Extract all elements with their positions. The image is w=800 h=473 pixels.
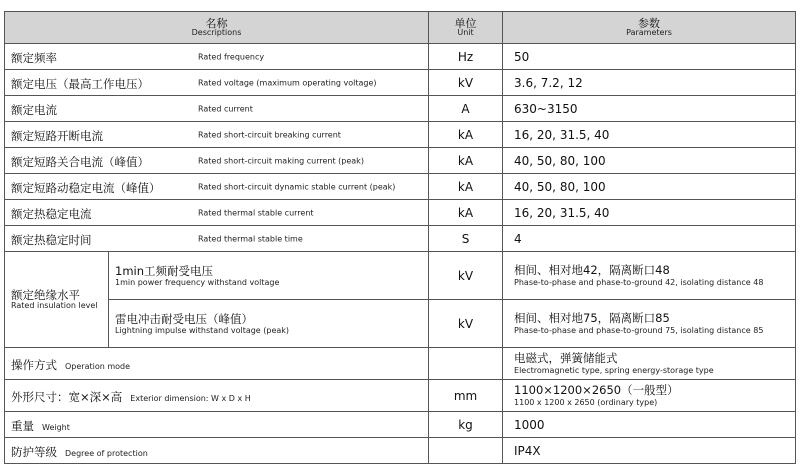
dimension-param-zh: 1100×1200×2650（一般型） xyxy=(514,383,679,397)
table-row xyxy=(5,174,796,200)
power-frequency-parameter xyxy=(503,252,796,300)
table-row xyxy=(5,226,796,252)
table-row-weight xyxy=(5,412,796,438)
row-parameter: 630~3150 xyxy=(503,96,796,122)
row-parameter: 40, 50, 80, 100 xyxy=(503,148,796,174)
row-unit: A xyxy=(429,96,503,122)
header-parameters-zh: 参数 xyxy=(638,16,661,30)
weight-unit: kg xyxy=(429,412,503,438)
table-row xyxy=(5,44,796,70)
row-description xyxy=(5,148,429,174)
header-unit-en: Unit xyxy=(457,28,474,38)
dimension-description xyxy=(5,380,429,412)
row-label-en: Rated thermal stable current xyxy=(198,208,314,217)
weight-description xyxy=(5,412,429,438)
operation-param-zh: 电磁式，弹簧储能式 xyxy=(514,351,618,365)
row-unit: kA xyxy=(429,148,503,174)
row-label-en: Rated short-circuit breaking current xyxy=(198,130,341,139)
row-parameter: 16, 20, 31.5, 40 xyxy=(503,200,796,226)
operation-param-en: Electromagnetic type, spring energy-storage type xyxy=(514,365,714,375)
table-row xyxy=(5,122,796,148)
operation-zh: 操作方式 xyxy=(11,358,57,372)
operation-en: Operation mode xyxy=(65,362,131,371)
table-row-dimension xyxy=(5,380,796,412)
spec-table-container xyxy=(4,11,795,466)
dimension-parameter xyxy=(503,380,796,412)
lightning-zh: 雷电冲击耐受电压（峰值） xyxy=(115,311,253,326)
row-description xyxy=(5,200,429,226)
dimension-en: Exterior dimension: W x D x H xyxy=(130,394,251,403)
row-unit: S xyxy=(429,226,503,252)
table-row-insulation-power-frequency xyxy=(5,252,796,300)
row-unit: kA xyxy=(429,200,503,226)
row-parameter: 50 xyxy=(503,44,796,70)
row-label-en: Rated current xyxy=(198,104,253,113)
lightning-en: Lightning impulse withstand voltage (peak) xyxy=(115,326,290,336)
lightning-unit: kV xyxy=(429,300,503,348)
row-label-zh: 额定短路动稳定电流（峰值） xyxy=(11,181,161,195)
header-descriptions-en: Descriptions xyxy=(191,28,242,38)
row-label-zh: 额定电压（最高工作电压） xyxy=(11,77,149,91)
row-unit: kA xyxy=(429,174,503,200)
dimension-unit: mm xyxy=(429,380,503,412)
header-parameters-en: Parameters xyxy=(626,28,672,38)
weight-parameter: 1000 xyxy=(503,412,796,438)
row-description xyxy=(5,174,429,200)
table-row xyxy=(5,148,796,174)
power-frequency-description xyxy=(109,252,429,300)
table-row-protection xyxy=(5,438,796,464)
spec-table xyxy=(4,11,796,464)
row-parameter: 40, 50, 80, 100 xyxy=(503,174,796,200)
row-label-zh: 额定热稳定电流 xyxy=(11,207,92,221)
table-row-operation xyxy=(5,348,796,380)
power-frequency-unit: kV xyxy=(429,252,503,300)
power-frequency-param-zh: 相间、相对地42，隔离断口48 xyxy=(514,263,670,277)
lightning-param-en: Phase-to-phase and phase-to-ground 75, isolating distance 85 xyxy=(514,325,764,335)
operation-unit xyxy=(429,348,503,380)
operation-description xyxy=(5,348,429,380)
protection-en: Degree of protection xyxy=(65,449,148,458)
protection-unit xyxy=(429,438,503,464)
row-parameter: 3.6, 7.2, 12 xyxy=(503,70,796,96)
table-row-insulation-lightning xyxy=(5,300,796,348)
dimension-zh: 外形尺寸：宽×深×高 xyxy=(11,390,123,404)
header-unit-zh: 单位 xyxy=(454,16,477,30)
row-label-en: Rated frequency xyxy=(198,52,265,61)
operation-parameter xyxy=(503,348,796,380)
row-description xyxy=(5,70,429,96)
lightning-description xyxy=(109,300,429,348)
weight-en: Weight xyxy=(42,423,70,432)
header-unit xyxy=(429,12,503,44)
lightning-param-zh: 相间、相对地75，隔离断口85 xyxy=(514,311,670,325)
row-label-en: Rated thermal stable time xyxy=(198,234,303,243)
row-label-en: Rated short-circuit making current (peak) xyxy=(198,156,364,165)
row-description xyxy=(5,122,429,148)
power-frequency-en: 1min power frequency withstand voltage xyxy=(115,278,280,288)
protection-description xyxy=(5,438,429,464)
row-parameter: 16, 20, 31.5, 40 xyxy=(503,122,796,148)
row-label-en: Rated short-circuit dynamic stable current (peak) xyxy=(198,182,396,191)
row-label-zh: 额定频率 xyxy=(11,51,57,65)
row-label-zh: 额定短路关合电流（峰值） xyxy=(11,155,149,169)
row-description xyxy=(5,44,429,70)
dimension-param-en: 1100 x 1200 x 2650 (ordinary type) xyxy=(514,397,658,407)
row-unit: kV xyxy=(429,70,503,96)
insulation-group-zh: 额定绝缘水平 xyxy=(11,287,80,302)
protection-parameter: IP4X xyxy=(503,438,796,464)
table-row xyxy=(5,96,796,122)
table-row xyxy=(5,200,796,226)
row-unit: kA xyxy=(429,122,503,148)
weight-zh: 重量 xyxy=(11,419,34,433)
power-frequency-param-en: Phase-to-phase and phase-to-ground 42, isolating distance 48 xyxy=(514,277,764,287)
row-label-en: Rated voltage (maximum operating voltage) xyxy=(198,78,377,87)
row-label-zh: 额定热稳定时间 xyxy=(11,233,92,247)
header-descriptions xyxy=(5,12,429,44)
insulation-group-en: Rated insulation level xyxy=(11,301,98,311)
row-label-zh: 额定电流 xyxy=(11,103,57,117)
header-descriptions-zh: 名称 xyxy=(205,16,228,30)
protection-zh: 防护等级 xyxy=(11,445,57,459)
row-description xyxy=(5,96,429,122)
table-header-row xyxy=(5,12,796,44)
insulation-group-label xyxy=(5,252,109,348)
row-parameter: 4 xyxy=(503,226,796,252)
table-row xyxy=(5,70,796,96)
header-parameters xyxy=(503,12,796,44)
power-frequency-zh: 1min工频耐受电压 xyxy=(115,263,214,278)
row-description xyxy=(5,226,429,252)
row-label-zh: 额定短路开断电流 xyxy=(11,129,103,143)
lightning-parameter xyxy=(503,300,796,348)
row-unit: Hz xyxy=(429,44,503,70)
